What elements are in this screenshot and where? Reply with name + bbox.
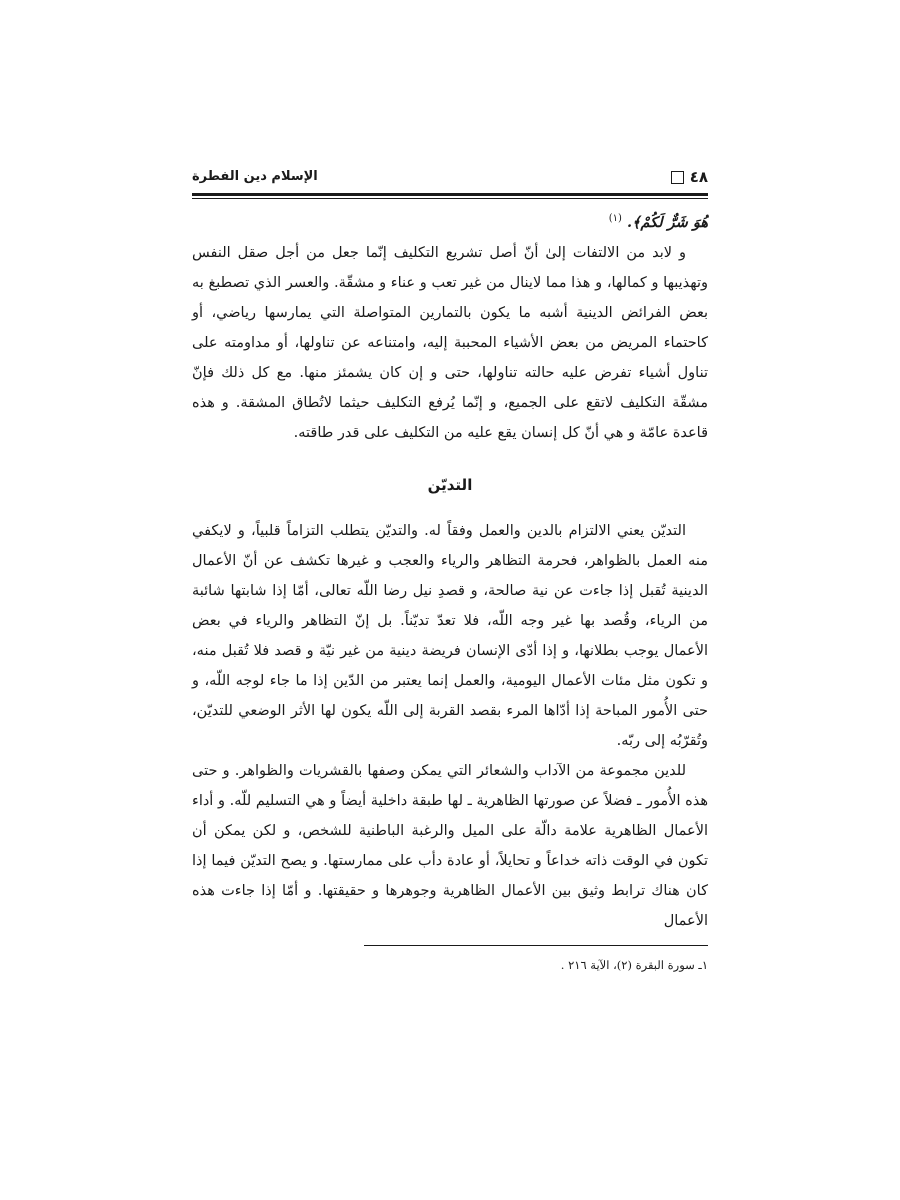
header-rule-thick [192, 193, 708, 196]
square-bullet-icon [671, 171, 684, 184]
quran-quote-fragment: هُوَ شَرٌّ لَكُمْ﴾. [626, 213, 708, 231]
paragraph-1: و لابد من الالتفات إلىٰ أنّ أصل تشريع التكليف إنّما جعل من أجل صقل النفس وتهذيبها و كمالها، و هذا مما لاينال من غير تعب و عناء و مشقّة. والعسر الذي تصطبغ به بعض الفرائض الدينية أشبه ما يكون بالتمارين المتواصلة التي يمارسها رياضي، أو كاحتماء المريض من بعض الأشياء المحببة إليه، وامتناعه عن تناولها، أو مداومته على تناول أشياء تفرض عليه حالته تناولها، حتى و إن كان يشمئز منها. مع كل ذلك فإنّ مشقّة التكليف لاتقع على الجميع، و إنّما يُرفع التكليف حيثما لاتُطاق المشقة. و هذه قاعدة عامّة و هي أنّ كل إنسان يقع عليه من التكليف على قدر طاقته. [192, 244, 708, 441]
quran-quote-line [192, 204, 708, 238]
footnote-rule [364, 945, 708, 946]
running-title: الإسلام دين الفطرة [192, 169, 318, 184]
footnote: ١ـ سورة البقرة (٢)، الآية ٢١٦ . [560, 958, 708, 972]
page-header [192, 166, 708, 190]
page-number [671, 168, 708, 186]
paragraph-3: للدين مجموعة من الآداب والشعائر التي يمكن وصفها بالقشريات والظواهر. و حتى هذه الأُمور ـ فضلاً عن صورتها الظاهرية ـ لها طبقة داخلية أيضاً و هي التسليم للّه. و أداء الأعمال الظاهرية علامة دالّة على الميل والرغبة الباطنية للشخص، و لكن يمكن أن تكون في الوقت ذاته خداعاً و تحايلاً، أو عادة دأب على ممارستها. و يصح التديّن فيما إذا كان هناك ترابط وثيق بين الأعمال الظاهرية وجوهرها و حقيقتها. و أمّا إذا جاءت هذه الأعمال [192, 762, 708, 929]
section-heading: التديّن [427, 475, 473, 494]
paragraph-2: التديّن يعني الالتزام بالدين والعمل وفقاً له. والتديّن يتطلب التزاماً قلبياً، و لايكفي منه العمل بالظواهر، فحرمة التظاهر والرياء والعجب و غيرها تكشف عن أنّ الأعمال الدينية تُقبل إذا جاءت عن نية صالحة، و قصدِ نيل رضا اللّه تعالى، أمّا إذا شابتها شائبة من الرياء، وقُصد بها غير وجه اللّه، فلا تعدّ تديّناً. بل إنّ التظاهر والرياء في بعض الأعمال يوجب بطلانها، و إذا أدّى الإنسان فريضة دينية من غير نيّة و قصد فلا تُقبل منه، و تكون مثل مئات الأعمال اليومية، والعمل إنما يعتبر من الدّين إذا ما جاء لوجه اللّه، و حتى الأُمور المباحة إذا أدّاها المرء بقصد القربة إلى اللّه يكون لها الأثر الوضعي للتديّن، وتُقرّبُه إلى ربّه. [192, 522, 708, 749]
page-number-label: ٤٨ [689, 168, 708, 186]
header-rule-thin [192, 198, 708, 199]
main-text [192, 204, 708, 936]
footnote-marker: (١) [608, 213, 622, 224]
